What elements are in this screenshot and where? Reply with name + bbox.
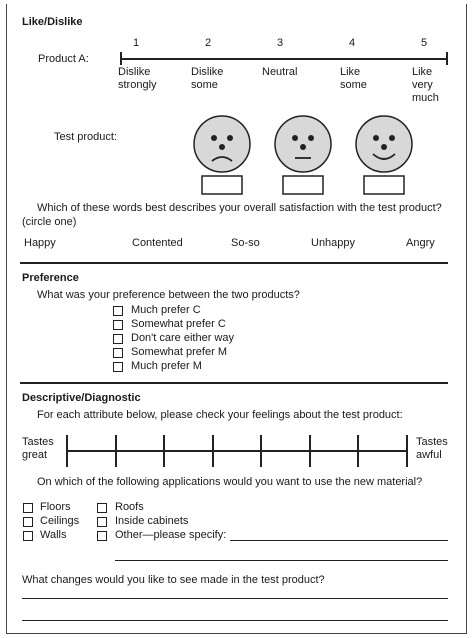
changes-answer-line[interactable] xyxy=(22,620,448,621)
changes-question: What changes would you like to see made in the test product? xyxy=(22,574,325,586)
word-option[interactable]: Contented xyxy=(132,237,183,249)
application-label: Ceilings xyxy=(40,515,80,527)
scale-label-dislike-some: Dislike some xyxy=(191,66,224,92)
neutral-face-icon[interactable] xyxy=(271,114,335,198)
scale-label-like-very-much: Like very much xyxy=(412,66,439,105)
application-checkbox[interactable] xyxy=(97,517,107,527)
preference-checkbox[interactable] xyxy=(113,334,123,344)
application-checkbox[interactable] xyxy=(23,517,33,527)
other-specify-line[interactable] xyxy=(115,560,448,561)
preference-checkbox[interactable] xyxy=(113,306,123,316)
left-anchor-label: Tastes great xyxy=(22,436,54,462)
scale-number: 4 xyxy=(348,37,356,49)
preference-checkbox[interactable] xyxy=(113,348,123,358)
product-a-scale-end-left xyxy=(120,52,122,65)
word-option[interactable]: Happy xyxy=(24,237,56,249)
product-a-scale-end-right xyxy=(446,52,448,65)
word-option[interactable]: Unhappy xyxy=(311,237,356,249)
taste-scale-tick[interactable] xyxy=(163,435,165,467)
product-a-scale-line xyxy=(120,58,447,60)
applications-question: On which of the following applications would you want to use the new material? xyxy=(37,476,423,488)
satisfaction-question-note: (circle one) xyxy=(22,216,77,228)
preference-option-label: Somewhat prefer C xyxy=(131,318,226,330)
section-divider xyxy=(20,382,448,384)
taste-scale-tick[interactable] xyxy=(66,435,68,467)
application-label: Inside cabinets xyxy=(115,515,189,527)
descriptive-heading: Descriptive/Diagnostic xyxy=(22,392,141,404)
scale-label-dislike-strongly: Dislike strongly xyxy=(118,66,157,92)
preference-question: What was your preference between the two products? xyxy=(37,289,300,301)
satisfaction-question: Which of these words best describes your overall satisfaction with the test product? xyxy=(37,202,442,214)
application-checkbox[interactable] xyxy=(97,503,107,513)
section-divider xyxy=(20,262,448,264)
preference-option-label: Don't care either way xyxy=(131,332,234,344)
like-dislike-heading: Like/Dislike xyxy=(22,16,83,28)
preference-checkbox[interactable] xyxy=(113,320,123,330)
right-anchor-label: Tastes awful xyxy=(416,436,448,462)
preference-option-label: Much prefer C xyxy=(131,304,201,316)
scale-label-like-some: Like some xyxy=(340,66,367,92)
preference-checkbox[interactable] xyxy=(113,362,123,372)
preference-option-label: Much prefer M xyxy=(131,360,202,372)
application-label: Floors xyxy=(40,501,71,513)
changes-answer-line[interactable] xyxy=(22,598,448,599)
scale-number: 3 xyxy=(276,37,284,49)
taste-scale-tick[interactable] xyxy=(115,435,117,467)
taste-scale-tick[interactable] xyxy=(309,435,311,467)
preference-heading: Preference xyxy=(22,272,79,284)
application-checkbox[interactable] xyxy=(97,531,107,541)
scale-number: 2 xyxy=(204,37,212,49)
application-checkbox[interactable] xyxy=(23,503,33,513)
taste-scale-tick[interactable] xyxy=(212,435,214,467)
application-label: Walls xyxy=(40,529,67,541)
frown-face-icon[interactable] xyxy=(190,114,254,198)
taste-scale-line xyxy=(66,450,407,452)
taste-scale-tick[interactable] xyxy=(357,435,359,467)
product-a-label: Product A: xyxy=(38,53,89,65)
scale-label-neutral: Neutral xyxy=(262,66,298,78)
preference-option-label: Somewhat prefer M xyxy=(131,346,227,358)
other-specify-line[interactable] xyxy=(230,540,448,541)
taste-scale-tick[interactable] xyxy=(406,435,408,467)
scale-number: 5 xyxy=(420,37,428,49)
smile-face-icon[interactable] xyxy=(352,114,416,198)
scale-number: 1 xyxy=(132,37,140,49)
taste-scale-tick[interactable] xyxy=(260,435,262,467)
application-label: Roofs xyxy=(115,501,144,513)
word-option[interactable]: So-so xyxy=(231,237,260,249)
attribute-instruction: For each attribute below, please check your feelings about the test product: xyxy=(37,409,403,421)
application-checkbox[interactable] xyxy=(23,531,33,541)
application-label: Other—please specify: xyxy=(115,529,227,541)
word-option[interactable]: Angry xyxy=(406,237,435,249)
test-product-label: Test product: xyxy=(54,131,117,143)
